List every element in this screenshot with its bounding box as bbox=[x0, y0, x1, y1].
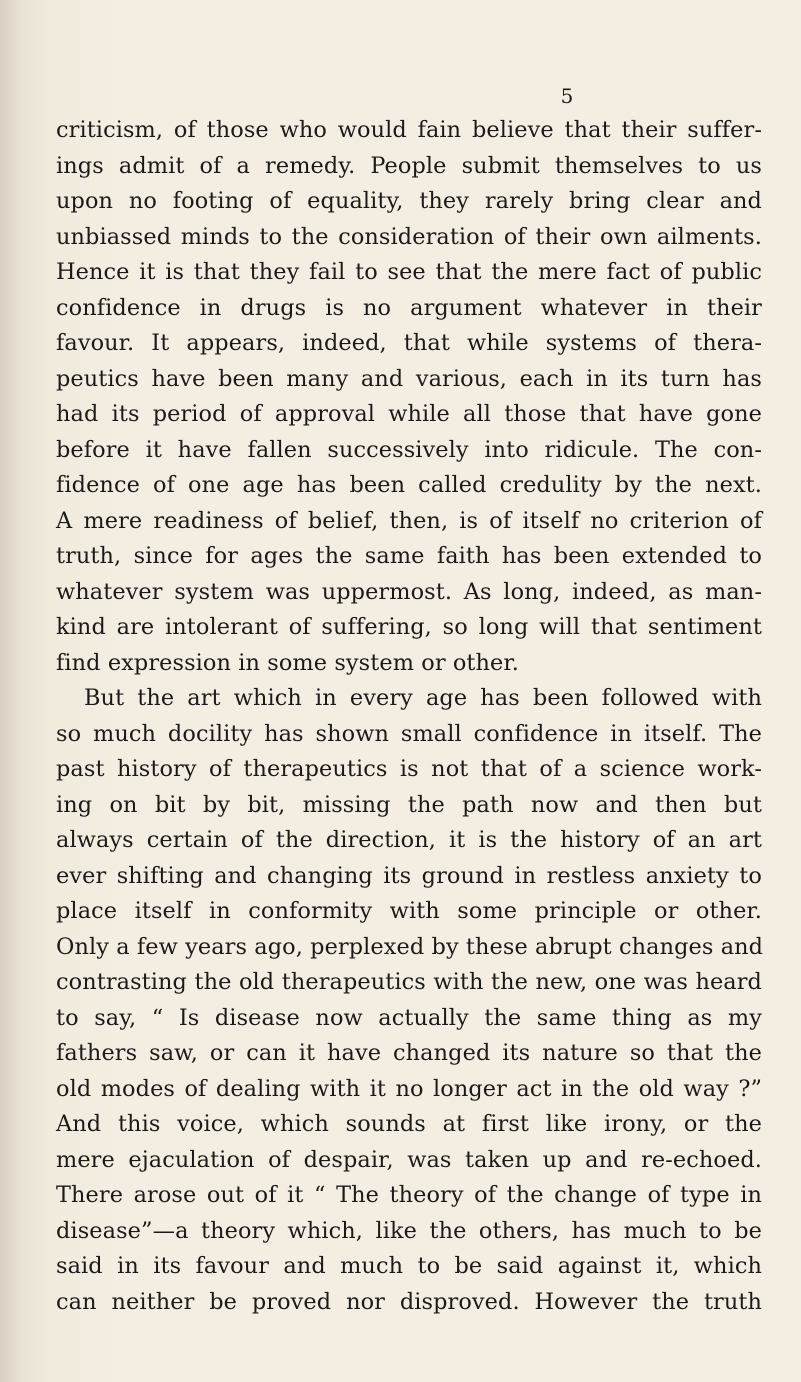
text-line: disease”—a theory which, like the others, has much to be bbox=[56, 1217, 762, 1244]
text-line: always certain of the direction, it is the history of an art bbox=[56, 827, 762, 853]
text-line: unbiassed minds to the consideration of their own ailments. bbox=[56, 223, 762, 250]
text-line: confidence in drugs is no argument whatever in their bbox=[56, 294, 762, 321]
text-line: place itself in conformity with some principle or other. bbox=[56, 898, 762, 924]
page-number: 5 bbox=[560, 84, 574, 108]
text-line: said in its favour and much to be said against it, which bbox=[56, 1253, 762, 1279]
text-line: contrasting the old therapeutics with the new, one was heard bbox=[56, 969, 762, 995]
text-line: peutics have been many and various, each in its turn has bbox=[56, 365, 762, 392]
text-line: Only a few years ago, perplexed by these abrupt changes and bbox=[56, 933, 764, 960]
text-line: And this voice, which sounds at first like irony, or the bbox=[56, 1111, 762, 1137]
text-line: kind are intolerant of suffering, so long will that sentiment bbox=[56, 614, 762, 640]
text-line: favour. It appears, indeed, that while systems of thera- bbox=[56, 330, 762, 356]
text-line: mere ejaculation of despair, was taken up and re-echoed. bbox=[56, 1146, 762, 1173]
text-line: A mere readiness of belief, then, is of itself no criterion of bbox=[56, 507, 762, 534]
text-line: past history of therapeutics is not that of a science work- bbox=[56, 756, 762, 782]
body-text bbox=[56, 113, 762, 1320]
text-line: truth, since for ages the same faith has been extended to bbox=[56, 543, 762, 569]
text-line: ings admit of a remedy. People submit themselves to us bbox=[56, 152, 762, 179]
text-line: old modes of dealing with it no longer act in the old way ?” bbox=[56, 1075, 762, 1102]
text-line: whatever system was uppermost. As long, indeed, as man- bbox=[56, 578, 762, 605]
text-line: But the art which in every age has been followed with bbox=[84, 685, 762, 711]
text-line: fidence of one age has been called credulity by the next. bbox=[56, 472, 762, 498]
text-line: so much docility has shown small confidence in itself. The bbox=[56, 720, 762, 747]
text-line: There arose out of it “ The theory of the change of type in bbox=[56, 1182, 762, 1208]
text-line: find expression in some system or other. bbox=[56, 649, 519, 676]
text-line: before it have fallen successively into ridicule. The con- bbox=[56, 436, 762, 463]
text-line: had its period of approval while all those that have gone bbox=[56, 401, 762, 427]
text-line: to say, “ Is disease now actually the same thing as my bbox=[56, 1004, 762, 1031]
text-line: fathers saw, or can it have changed its nature so that the bbox=[56, 1040, 762, 1066]
text-line: criticism, of those who would fain believe that their suffer- bbox=[56, 117, 762, 143]
text-line: can neither be proved nor disproved. However the truth bbox=[56, 1288, 762, 1315]
text-line: ever shifting and changing its ground in restless anxiety to bbox=[56, 862, 762, 889]
text-line: Hence it is that they fail to see that the mere fact of public bbox=[56, 259, 762, 285]
text-line: ing on bit by bit, missing the path now and then but bbox=[56, 791, 762, 818]
text-line: upon no footing of equality, they rarely bring clear and bbox=[56, 188, 762, 214]
